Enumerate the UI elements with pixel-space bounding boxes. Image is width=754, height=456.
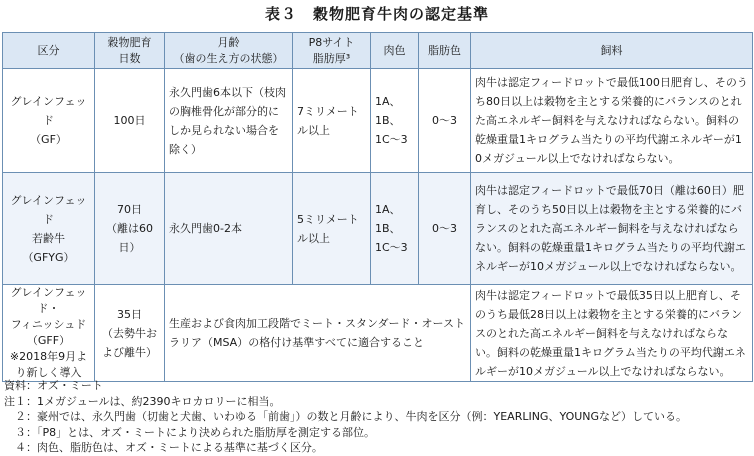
header-days: 穀物肥育 日数 — [95, 33, 165, 69]
note-3: ３：「P8」とは、オズ・ミートにより決められた脂肪厚を測定する部位。 — [4, 425, 376, 439]
row-days: 100日 — [95, 69, 165, 173]
table-title: 表３ 穀物肥育牛肉の認定基準 — [264, 5, 489, 23]
row-feed: 肉牛は認定フィードロットで最低35日以上肥育し、そのうち最低28日以上は穀物を主とする栄養的にバランスのとれた高エネルギー飼料を与えなければならない。飼料の乾燥重量1キログラム当たりの平均代謝エネルギーが10メガジュール以上でなければならない。 — [471, 285, 753, 382]
note-4: ４：肉色、脂肪色は、オズ・ミートによる基準に基づく区分。 — [4, 441, 323, 454]
row-p8: 5ミリメートル以上 — [293, 173, 371, 285]
note-source: 資料：オズ・ミート — [4, 379, 103, 392]
row-meat-color: 1A、1B、 1C〜3 — [371, 69, 419, 173]
table-row — [3, 69, 753, 173]
row-days: 70日 （離は60日） — [95, 173, 165, 285]
footnotes — [4, 378, 752, 456]
row-meat-color: 1A、1B、 1C〜3 — [371, 173, 419, 285]
row-msa-requirement: 生産および食肉加工段階でミート・スタンダード・オーストラリア（MSA）の格付け基準すべてに適合すること — [165, 285, 471, 382]
header-age: 月齢 （歯の生え方の状態） — [165, 33, 293, 69]
row-category: グレインフェッド・ フィニッシュド （GFF） ※2018年9月より新しく導入 — [3, 285, 95, 382]
header-feed: 飼料 — [471, 33, 753, 69]
row-fat-color: 0〜3 — [419, 69, 471, 173]
table-row — [3, 285, 753, 382]
header-fat-color: 脂肪色 — [419, 33, 471, 69]
header-meat-color: 肉色 — [371, 33, 419, 69]
note-1: 注１：1メガジュールは、約2390キロカロリーに相当。 — [4, 394, 281, 408]
row-age: 永久門歯0-2本 — [165, 173, 293, 285]
header-row — [3, 33, 753, 69]
note-2: ２：豪州では、永久門歯（切歯と犬歯、いわゆる「前歯」）の数と月齢により、牛肉を区分（例：YEARLING、YOUNGなど）している。 — [4, 410, 688, 423]
row-days: 35日 （去勢牛および離牛） — [95, 285, 165, 382]
header-category: 区分 — [3, 33, 95, 69]
row-category: グレインフェッド 若齢牛 （GFYG） — [3, 173, 95, 285]
certification-table — [2, 32, 753, 382]
header-p8: P8サイト 脂肪厚³ — [293, 33, 371, 69]
row-age: 永久門歯6本以下（枝肉の胸椎骨化が部分的にしか見られない場合を除く） — [165, 69, 293, 173]
row-category: グレインフェッド （GF） — [3, 69, 95, 173]
row-feed: 肉牛は認定フィードロットで最低70日（離は60日）肥育し、そのうち50日以上は穀物を主とする栄養的にバランスのとれた高エネルギー飼料を与えなければならない。飼料の乾燥重量1キログラム当たりの平均代謝エネルギーが10メガジュール以上でなければならない。 — [471, 173, 753, 285]
row-fat-color: 0〜3 — [419, 173, 471, 285]
table-row — [3, 173, 753, 285]
row-p8: 7ミリメートル以上 — [293, 69, 371, 173]
row-feed: 肉牛は認定フィードロットで最低100日肥育し、そのうち80日以上は穀物を主とする栄養的にバランスのとれた高エネルギー飼料を与えなければならない。飼料の乾燥重量1キログラム当たりの平均代謝エネルギーが10メガジュール以上でなければならない。 — [471, 69, 753, 173]
